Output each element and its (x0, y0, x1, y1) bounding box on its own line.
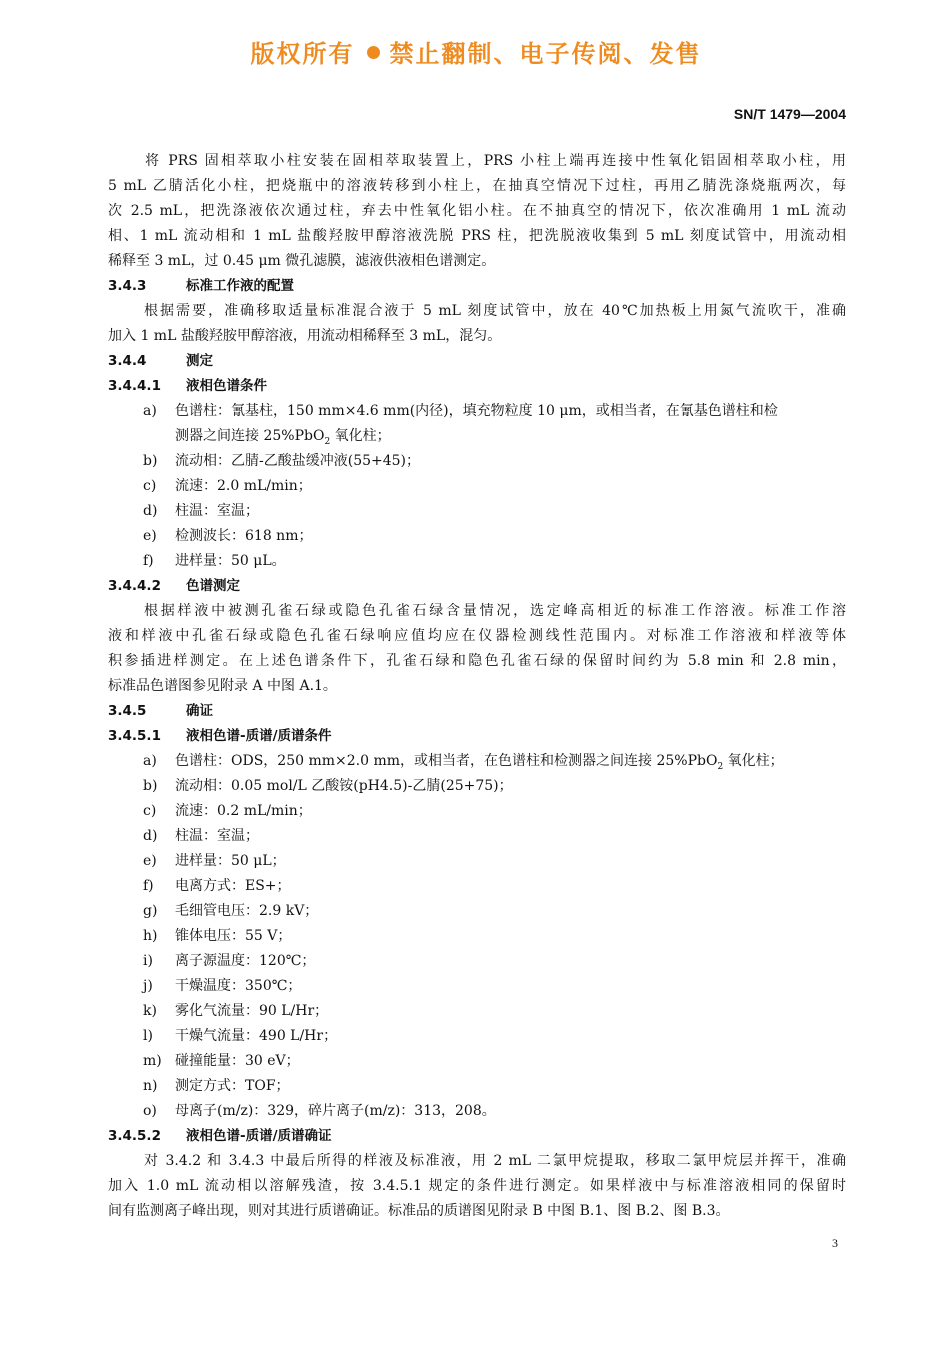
list-item (108, 824, 846, 849)
list-item (108, 399, 846, 424)
list-label: a) (143, 403, 157, 419)
list-item (108, 474, 846, 499)
section-title: 确证 (186, 703, 213, 719)
section-heading-3-4-3 (108, 274, 846, 299)
standard-number: SN/T 1479—2004 (733, 106, 846, 122)
section-number: 3.4.4.2 (108, 578, 161, 594)
section-heading-3-4-4 (108, 349, 846, 374)
list-text: 流速：2.0 mL/min； (175, 478, 312, 494)
paragraph-line: 相、1 mL 流动相和 1 mL 盐酸羟胺甲醇溶液洗脱 PRS 柱，把洗脱液收集到 5 mL 刻度试管中，用流动相 (108, 228, 846, 244)
list-text: 氧化柱； (723, 753, 784, 769)
list-text: 雾化气流量：90 L/Hr； (175, 1003, 329, 1019)
list-text: 流速：0.2 mL/min； (175, 803, 312, 819)
list-item (108, 1049, 846, 1074)
section-title: 标准工作液的配置 (186, 278, 294, 294)
list-item (108, 849, 846, 874)
watermark-right: 禁止翻制、电子传阅、发售 (389, 40, 702, 68)
list-text: 色谱柱：氰基柱，150 mm×4.6 mm(内径)，填充物粒度 10 μm，或相当者，在氰基色谱柱和检 (175, 403, 778, 419)
list-label: a) (143, 753, 157, 769)
list-label: c) (143, 803, 157, 819)
paragraph-line: 加入 1 mL 盐酸羟胺甲醇溶液，用流动相稀释至 3 mL，混匀。 (108, 328, 502, 344)
list-item (108, 999, 846, 1024)
paragraph-line: 次 2.5 mL，把洗涤液依次通过柱，弃去中性氧化铝小柱。在不抽真空的情况下，依次准确用 1 mL 流动 (108, 203, 846, 219)
list-item (108, 899, 846, 924)
section-number: 3.4.5.1 (108, 728, 161, 744)
list-label: f) (143, 553, 154, 569)
paragraph-line: 5 mL 乙腈活化小柱，把烧瓶中的溶液转移到小柱上，在抽真空情况下过柱，再用乙腈洗涤烧瓶两次，每 (108, 178, 846, 194)
section-title: 色谱测定 (186, 578, 240, 594)
list-item (108, 549, 846, 574)
list-label: h) (143, 928, 158, 944)
paragraph-line: 稀释至 3 mL，过 0.45 μm 微孔滤膜，滤液供液相色谱测定。 (108, 253, 496, 269)
list-label: b) (143, 778, 158, 794)
list-label: d) (143, 828, 158, 844)
copyright-watermark (0, 34, 952, 69)
bullet-dot-icon (367, 46, 380, 59)
list-text: 流动相：0.05 mol/L 乙酸铵(pH4.5)-乙腈(25+75)； (175, 778, 513, 794)
section-number: 3.4.5 (108, 703, 147, 719)
list-item (108, 449, 846, 474)
paragraph-line: 根据需要，准确移取适量标准混合液于 5 mL 刻度试管中，放在 40℃加热板上用氮气流吹干，准确 (144, 303, 846, 319)
list-text: 母离子(m/z)：329，碎片离子(m/z)：313，208。 (175, 1103, 496, 1119)
section-title: 液相色谱-质谱/质谱条件 (186, 728, 332, 744)
list-label: k) (143, 1003, 157, 1019)
list-label: e) (143, 853, 157, 869)
list-text: 测定方式：TOF； (175, 1078, 290, 1094)
paragraph-line: 间有监测离子峰出现，则对其进行质谱确证。标准品的质谱图见附录 B 中图 B.1、图 B.2、图 B.3。 (108, 1203, 730, 1219)
list-text: 干燥温度：350℃； (175, 978, 302, 994)
section-number: 3.4.5.2 (108, 1128, 161, 1144)
list-item (108, 1024, 846, 1049)
list-item (108, 924, 846, 949)
list-label: o) (143, 1103, 157, 1119)
paragraph-line: 液和样液中孔雀石绿或隐色孔雀石绿响应值均应在仪器检测线性范围内。对标准工作溶液和样液等体 (108, 628, 846, 644)
paragraph-line: 将 PRS 固相萃取小柱安装在固相萃取装置上，PRS 小柱上端再连接中性氧化铝固相萃取小柱，用 (145, 153, 846, 169)
paragraph-line: 加入 1.0 mL 流动相以溶解残渣，按 3.4.5.1 规定的条件进行测定。如果样液中与标准溶液相同的保留时 (108, 1178, 846, 1194)
subscript: 2 (324, 436, 331, 447)
section-heading-3-4-5 (108, 699, 846, 724)
list-item (108, 524, 846, 549)
section-title: 液相色谱条件 (186, 378, 267, 394)
list-item (108, 874, 846, 899)
list-text: 色谱柱：ODS，250 mm×2.0 mm，或相当者，在色谱柱和检测器之间连接 25%PbO (175, 753, 718, 769)
list-text: 流动相：乙腈-乙酸盐缓冲液(55+45)； (175, 453, 421, 469)
list-item (108, 1074, 846, 1099)
list-text: 进样量：50 μL。 (175, 553, 286, 569)
list-text: 柱温：室温； (175, 828, 259, 844)
section-title: 液相色谱-质谱/质谱确证 (186, 1128, 332, 1144)
list-item (108, 499, 846, 524)
list-label: e) (143, 528, 157, 544)
section-heading-3-4-5-1 (108, 724, 846, 749)
subscript: 2 (717, 761, 724, 772)
list-text: 离子源温度：120℃； (175, 953, 316, 969)
list-label: b) (143, 453, 158, 469)
section-heading-3-4-5-2 (108, 1124, 846, 1149)
list-text: 毛细管电压：2.9 kV； (175, 903, 319, 919)
list-text: 碰撞能量：30 eV； (175, 1053, 300, 1069)
list-text: 进样量：50 μL； (175, 853, 286, 869)
list-label: n) (143, 1078, 158, 1094)
list-label: d) (143, 503, 158, 519)
list-item (108, 774, 846, 799)
list-text: 检测波长：618 nm； (175, 528, 313, 544)
list-item (108, 749, 846, 774)
list-text: 测器之间连接 25%PbO (175, 428, 325, 444)
list-text: 电离方式：ES+； (175, 878, 291, 894)
paragraph-line: 积参插进样测定。在上述色谱条件下，孔雀石绿和隐色孔雀石绿的保留时间约为 5.8 min 和 2.8 min， (108, 653, 846, 669)
page-number: 3 (832, 1236, 838, 1250)
list-label: j) (143, 978, 153, 994)
list-item (108, 799, 846, 824)
watermark-left: 版权所有 (250, 40, 355, 68)
list-label: f) (143, 878, 154, 894)
list-text: 干燥气流量：490 L/Hr； (175, 1028, 338, 1044)
list-item (108, 974, 846, 999)
list-item (108, 1099, 846, 1124)
list-label: c) (143, 478, 157, 494)
section-number: 3.4.3 (108, 278, 147, 294)
document-body (108, 149, 846, 1224)
list-label: l) (143, 1028, 153, 1044)
list-label: i) (143, 953, 153, 969)
list-text: 柱温：室温； (175, 503, 259, 519)
list-text: 氧化柱； (330, 428, 391, 444)
section-number: 3.4.4.1 (108, 378, 161, 394)
section-heading-3-4-4-1 (108, 374, 846, 399)
list-item (108, 949, 846, 974)
paragraph-line: 根据样液中被测孔雀石绿或隐色孔雀石绿含量情况，选定峰高相近的标准工作溶液。标准工作溶 (144, 603, 846, 619)
list-text: 锥体电压：55 V； (175, 928, 292, 944)
paragraph-line: 对 3.4.2 和 3.4.3 中最后所得的样液及标准液，用 2 mL 二氯甲烷提取，移取二氯甲烷层并挥干，准确 (144, 1153, 846, 1169)
list-item-continuation (108, 424, 846, 449)
section-heading-3-4-4-2 (108, 574, 846, 599)
list-label: g) (143, 903, 158, 919)
section-number: 3.4.4 (108, 353, 147, 369)
list-label: m) (143, 1053, 162, 1069)
section-title: 测定 (186, 353, 213, 369)
paragraph-line: 标准品色谱图参见附录 A 中图 A.1。 (108, 678, 337, 694)
